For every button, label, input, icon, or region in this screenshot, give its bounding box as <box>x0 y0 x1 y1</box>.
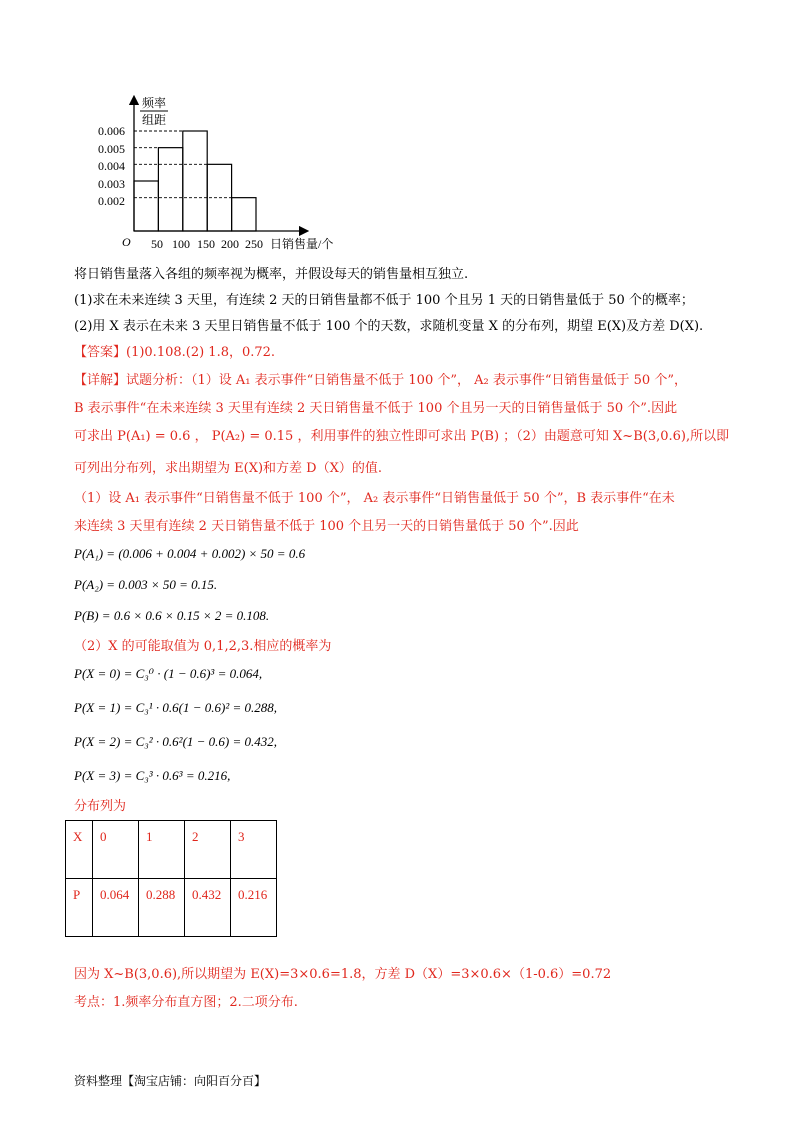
table-cell: 0.064 <box>93 879 139 937</box>
y-label-top: 频率 <box>142 96 167 110</box>
table-cell: 0.216 <box>231 879 277 937</box>
table-row <box>66 821 277 879</box>
footer-note: 资料整理【淘宝店铺：向阳百分百】 <box>74 1074 267 1088</box>
kaodian: 考点：1.频率分布直方图；2.二项分布. <box>74 995 298 1010</box>
formula-x3: P(X = 3) = C₃³ · 0.6³ = 0.216, <box>74 768 231 783</box>
x-axis-label: 日销售量/个 <box>270 237 334 251</box>
detail-line: 可列出分布列，求出期望为 E(X)和方差 D（X）的值. <box>74 461 382 476</box>
formula-x1: P(X = 1) = C₃¹ · 0.6(1 − 0.6)² = 0.288, <box>74 700 278 715</box>
problem-intro: 将日销售量落入各组的频率视为概率，并假设每天的销售量相互独立. <box>74 267 469 282</box>
frequency-histogram <box>90 92 350 252</box>
y-tick-label: 0.005 <box>98 142 125 156</box>
table-cell: 2 <box>185 821 231 879</box>
detail-line: 可求出 P(A₁) = 0.6 ， P(A₂) = 0.15 ，利用事件的独立性即可求出 P(B) ；（2）由题意可知 X~B(3,0.6),所以即 <box>74 429 730 444</box>
distribution-table <box>65 820 277 937</box>
table-cell: X <box>66 821 93 879</box>
x-tick-label: 150 <box>197 237 215 251</box>
answer: 【答案】(1)0.108.(2) 1.8，0.72. <box>74 345 276 360</box>
origin-label: O <box>122 235 131 249</box>
detail-line: （2）X 的可能取值为 0,1,2,3.相应的概率为 <box>74 639 332 654</box>
table-cell: 0 <box>93 821 139 879</box>
question-1: (1)求在未来连续 3 天里，有连续 2 天的日销售量都不低于 100 个且另 1 天的日销售量低于 50 个的概率； <box>74 293 694 308</box>
y-tick-label: 0.004 <box>98 159 125 173</box>
detail-line: 来连续 3 天里有连续 2 天日销售量不低于 100 个且另一天的日销售量低于 50 个”.因此 <box>74 519 579 534</box>
table-row <box>66 879 277 937</box>
histogram-bar <box>232 198 256 231</box>
conclusion: 因为 X~B(3,0.6),所以期望为 E(X)=3×0.6=1.8，方差 D（X）=3×0.6×（1-0.6）=0.72 <box>74 967 612 982</box>
table-cell: P <box>66 879 93 937</box>
histogram-bars <box>134 131 256 231</box>
histogram-bar <box>134 181 158 231</box>
y-tick-label: 0.002 <box>98 194 125 208</box>
formula-p-b: P(B) = 0.6 × 0.6 × 0.15 × 2 = 0.108. <box>74 608 270 623</box>
formula-x0: P(X = 0) = C₃⁰ · (1 − 0.6)³ = 0.064, <box>74 666 263 681</box>
histogram-bar <box>183 131 207 231</box>
y-tick-label: 0.003 <box>98 177 125 191</box>
table-cell: 3 <box>231 821 277 879</box>
table-cell: 0.288 <box>139 879 185 937</box>
x-tick-label: 200 <box>221 237 239 251</box>
table-cell: 1 <box>139 821 185 879</box>
y-tick-label: 0.006 <box>98 124 125 138</box>
detail-line: 【详解】试题分析：（1）设 A₁ 表示事件“日销售量不低于 100 个”， A₂ 表示事件“日销售量低于 50 个”， <box>74 373 687 388</box>
formula-x2: P(X = 2) = C₃² · 0.6²(1 − 0.6) = 0.432, <box>74 734 278 749</box>
table-cell: 0.432 <box>185 879 231 937</box>
question-2: (2)用 X 表示在未来 3 天里日销售量不低于 100 个的天数，求随机变量 X 的分布列，期望 E(X)及方差 D(X). <box>74 319 704 334</box>
x-tick-label: 50 <box>151 237 163 251</box>
distribution-title: 分布列为 <box>74 799 127 814</box>
x-tick-label: 250 <box>245 237 263 251</box>
formula-p-a1: P(A₁) = (0.006 + 0.004 + 0.002) × 50 = 0.6 <box>74 546 306 561</box>
detail-line: B 表示事件“在未来连续 3 天里有连续 2 天日销售量不低于 100 个且另一天的日销售量低于 50 个”.因此 <box>74 401 678 416</box>
x-tick-label: 100 <box>172 237 190 251</box>
y-label-bottom: 组距 <box>142 113 167 127</box>
formula-p-a2: P(A₂) = 0.003 × 50 = 0.15. <box>74 577 218 592</box>
detail-line: （1）设 A₁ 表示事件“日销售量不低于 100 个”， A₂ 表示事件“日销售量低于 50 个”，B 表示事件“在未 <box>74 491 675 506</box>
histogram-bar <box>158 148 182 231</box>
